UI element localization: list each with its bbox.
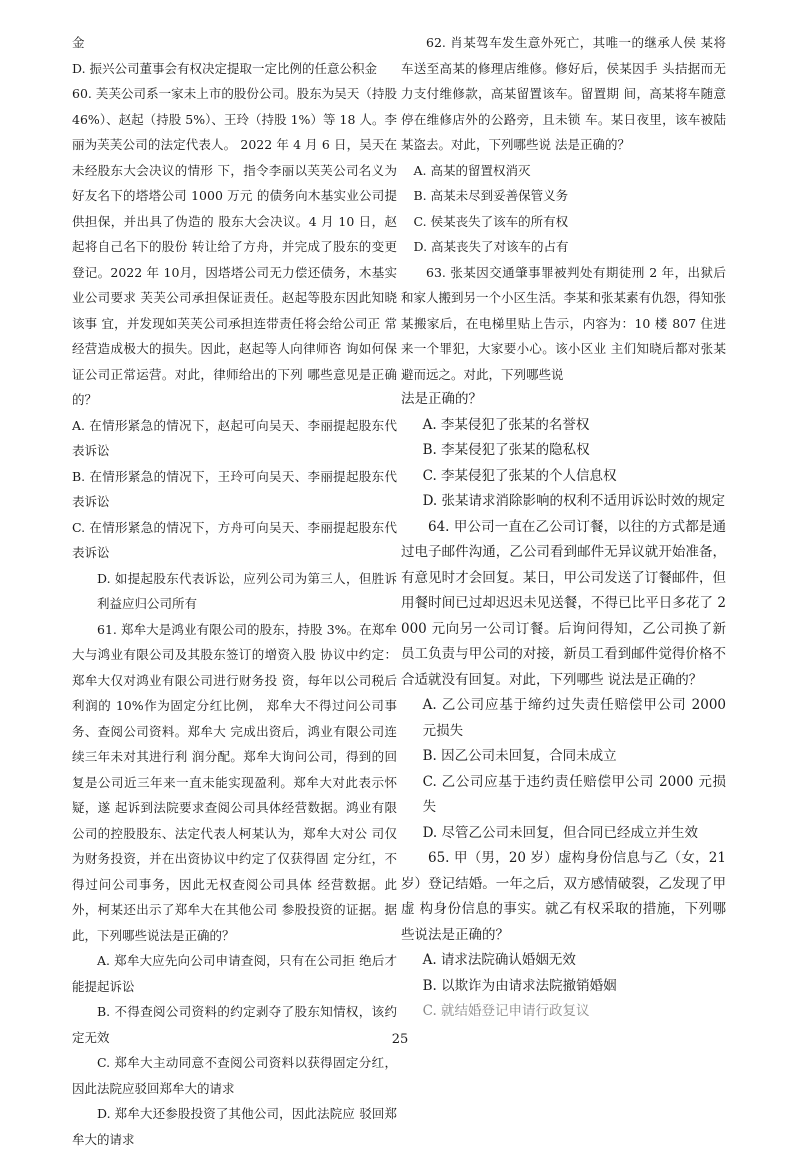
option-c: C. 李某侵犯了张某的个人信息权 bbox=[422, 467, 617, 484]
right-column bbox=[401, 30, 726, 1025]
option-d: D. 高某丧失了对该车的占有 bbox=[413, 239, 569, 254]
option-c: C. 就结婚登记申请行政复议 bbox=[422, 1003, 590, 1019]
option-c: C. 在情形紧急的情况下，方舟可向吴天、李丽提起股东代表诉讼 bbox=[72, 519, 397, 560]
text-block: 金 bbox=[72, 35, 85, 50]
option-d: D. 如提起股东代表诉讼，应列公司为第三人，但胜诉利益应归公司所有 bbox=[97, 570, 397, 611]
option-c: C. 侯某丧失了该车的所有权 bbox=[413, 213, 569, 229]
option-d: D. 张某请求消除影响的权利不适用诉讼时效的规定 bbox=[422, 493, 726, 509]
question-65: 65. 甲（男，20 岁）虚构身份信息与乙（女，21 岁）登记结婚。一年之后，双方感情破裂，乙发现了甲虚 构身份信息的事实。就乙有权采取的措施，下列哪 些说法是正确的？ bbox=[401, 850, 726, 943]
option-a: A. 李某侵犯了张某的名誉权 bbox=[422, 416, 590, 433]
page-number: 25 bbox=[391, 1032, 409, 1047]
option-a: A. 郑牟大应先向公司申请查阅，只有在公司拒 绝后才能提起诉讼 bbox=[72, 953, 397, 994]
option-c: C. 郑牟大主动同意不查阅公司资料以获得固定分红，因此法院应驳回郑牟大的请求 bbox=[72, 1055, 397, 1096]
option-b: B. 李某侵犯了张某的隐私权 bbox=[422, 442, 590, 458]
question-63: 63. 张某因交通肇事罪被判处有期徒刑 2 年，出狱后和家人搬到另一个小区生活。李某和张某素有仇怨，得知张某搬家后，在电梯里贴上告示，内容为：10 楼 807 住进来一个罪犯，大家要小心。该小区业 主们知晓后都对张某避而远之。对此，下列哪些说 bbox=[401, 264, 727, 382]
option-b: B. 高某未尽到妥善保管义务 bbox=[413, 188, 569, 203]
question-63-continued: 法是正确的？ bbox=[401, 391, 482, 407]
left-column bbox=[72, 30, 397, 1152]
option-c: C. 乙公司应基于违约责任赔偿甲公司 2000 元损失 bbox=[422, 773, 726, 815]
option-b: B. 在情形紧急的情况下，王玲可向吴天、李丽提起股东代表诉讼 bbox=[72, 468, 397, 509]
option-a: A. 请求法院确认婚姻无效 bbox=[422, 952, 576, 968]
option-d: D. 郑牟大还参股投资了其他公司，因此法院应 驳回郑牟大的请求 bbox=[72, 1106, 397, 1147]
question-61: 61. 郑牟大是鸿业有限公司的股东，持股 3%。在郑牟大与鸿业有限公司及其股东签订的增资入股 协议中约定：郑牟大仅对鸿业有限公司进行财务投 资，每年以公司税后利润的 10%作为固定分红比例， 郑牟大不得过问公司事务、查阅公司资料。郑牟大 完成出资后，鸿业有限公司连续三年未对其进行利 润分配。郑牟大询问公司，得到的回复是公司近三年来一直未能实现盈利。郑牟大对此表示怀疑，遂 起诉到法院要求查阅公司具体经营数据。鸿业有限 公司的控股股东、法定代表人柯某认为，郑牟大对公 司仅为财务投资，并在出资协议中约定了仅获得固 定分红，不得过问公司事务，因此无权查阅公司具体 经营数据。此外，柯某还出示了郑牟大在其他公司 参股投资的证据。据此，下列哪些说法是正确的？ bbox=[72, 621, 397, 943]
option-a: A. 高某的留置权消灭 bbox=[413, 162, 531, 178]
question-64: 64. 甲公司一直在乙公司订餐，以往的方式都是通过电子邮件沟通，乙公司看到邮件无异议就开始准备，有意见时才会回复。某日，甲公司发送了订餐邮件，但用餐时间已过却迟迟未见送餐，不得已比平日多花了 2000 元向另一公司订餐。后询问得知，乙公司换了新员工负责与甲公司的对接，新员工看到邮件觉得价格不合适就没有回复。对此，下列哪些 说法是正确的？ bbox=[401, 518, 726, 688]
option-b: B. 因乙公司未回复，合同未成立 bbox=[422, 748, 617, 764]
option-a: A. 乙公司应基于缔约过失责任赔偿甲公司 2000 元损失 bbox=[422, 697, 726, 739]
option-b: B. 不得查阅公司资料的约定剥夺了股东知情权，该约定无效 bbox=[72, 1004, 397, 1045]
question-62: 62. 肖某驾车发生意外死亡，其唯一的继承人侯 某将车送至高某的修理店维修。修好后，侯某因手 头拮据而无力支付维修款，高某留置该车。留置期 间，高某将车随意停在维修店外的公路旁，且未锁 车。某日夜里，该车被陆某盗去。对此，下列哪些说 法是正确的？ bbox=[401, 35, 726, 152]
question-60: 60. 芙芙公司系一家未上市的股份公司。股东为吴天（持股 46%）、赵起（持股 5%）、王玲（持股 1%）等 18 人。李丽为芙芙公司的法定代表人。 2022 年 4 月 6 日，吴天在未经股东大会决议的情形 下，指令李丽以芙芙公司名义为好友名下的塔塔公司 1000 万元 的债务向木基实业公司提供担保，并出具了伪造的 股东大会决议。4 月 10 日，赵起将自己名下的股份 转让给了方舟，并完成了股东的变更登记。2022 年 10月，因塔塔公司无力偿还债务，木基实业公司要求 芙芙公司承担保证责任。赵起等股东因此知晓该事 宜，并发现如芙芙公司承担连带责任将会给公司正 常经营造成极大的损失。因此，赵起等人向律师咨 询如何保证公司正常运营。对此，律师给出的下列 哪些意见是正确的？ bbox=[72, 86, 397, 407]
option-b: B. 以欺诈为由请求法院撤销婚姻 bbox=[422, 977, 617, 994]
option-a: A. 在情形紧急的情况下，赵起可向吴天、李丽提起股东代表诉讼 bbox=[72, 417, 397, 458]
option-d: D. 振兴公司董事会有权决定提取一定比例的任意公积金 bbox=[72, 60, 378, 76]
option-d: D. 尽管乙公司未回复，但合同已经成立并生效 bbox=[422, 824, 699, 841]
